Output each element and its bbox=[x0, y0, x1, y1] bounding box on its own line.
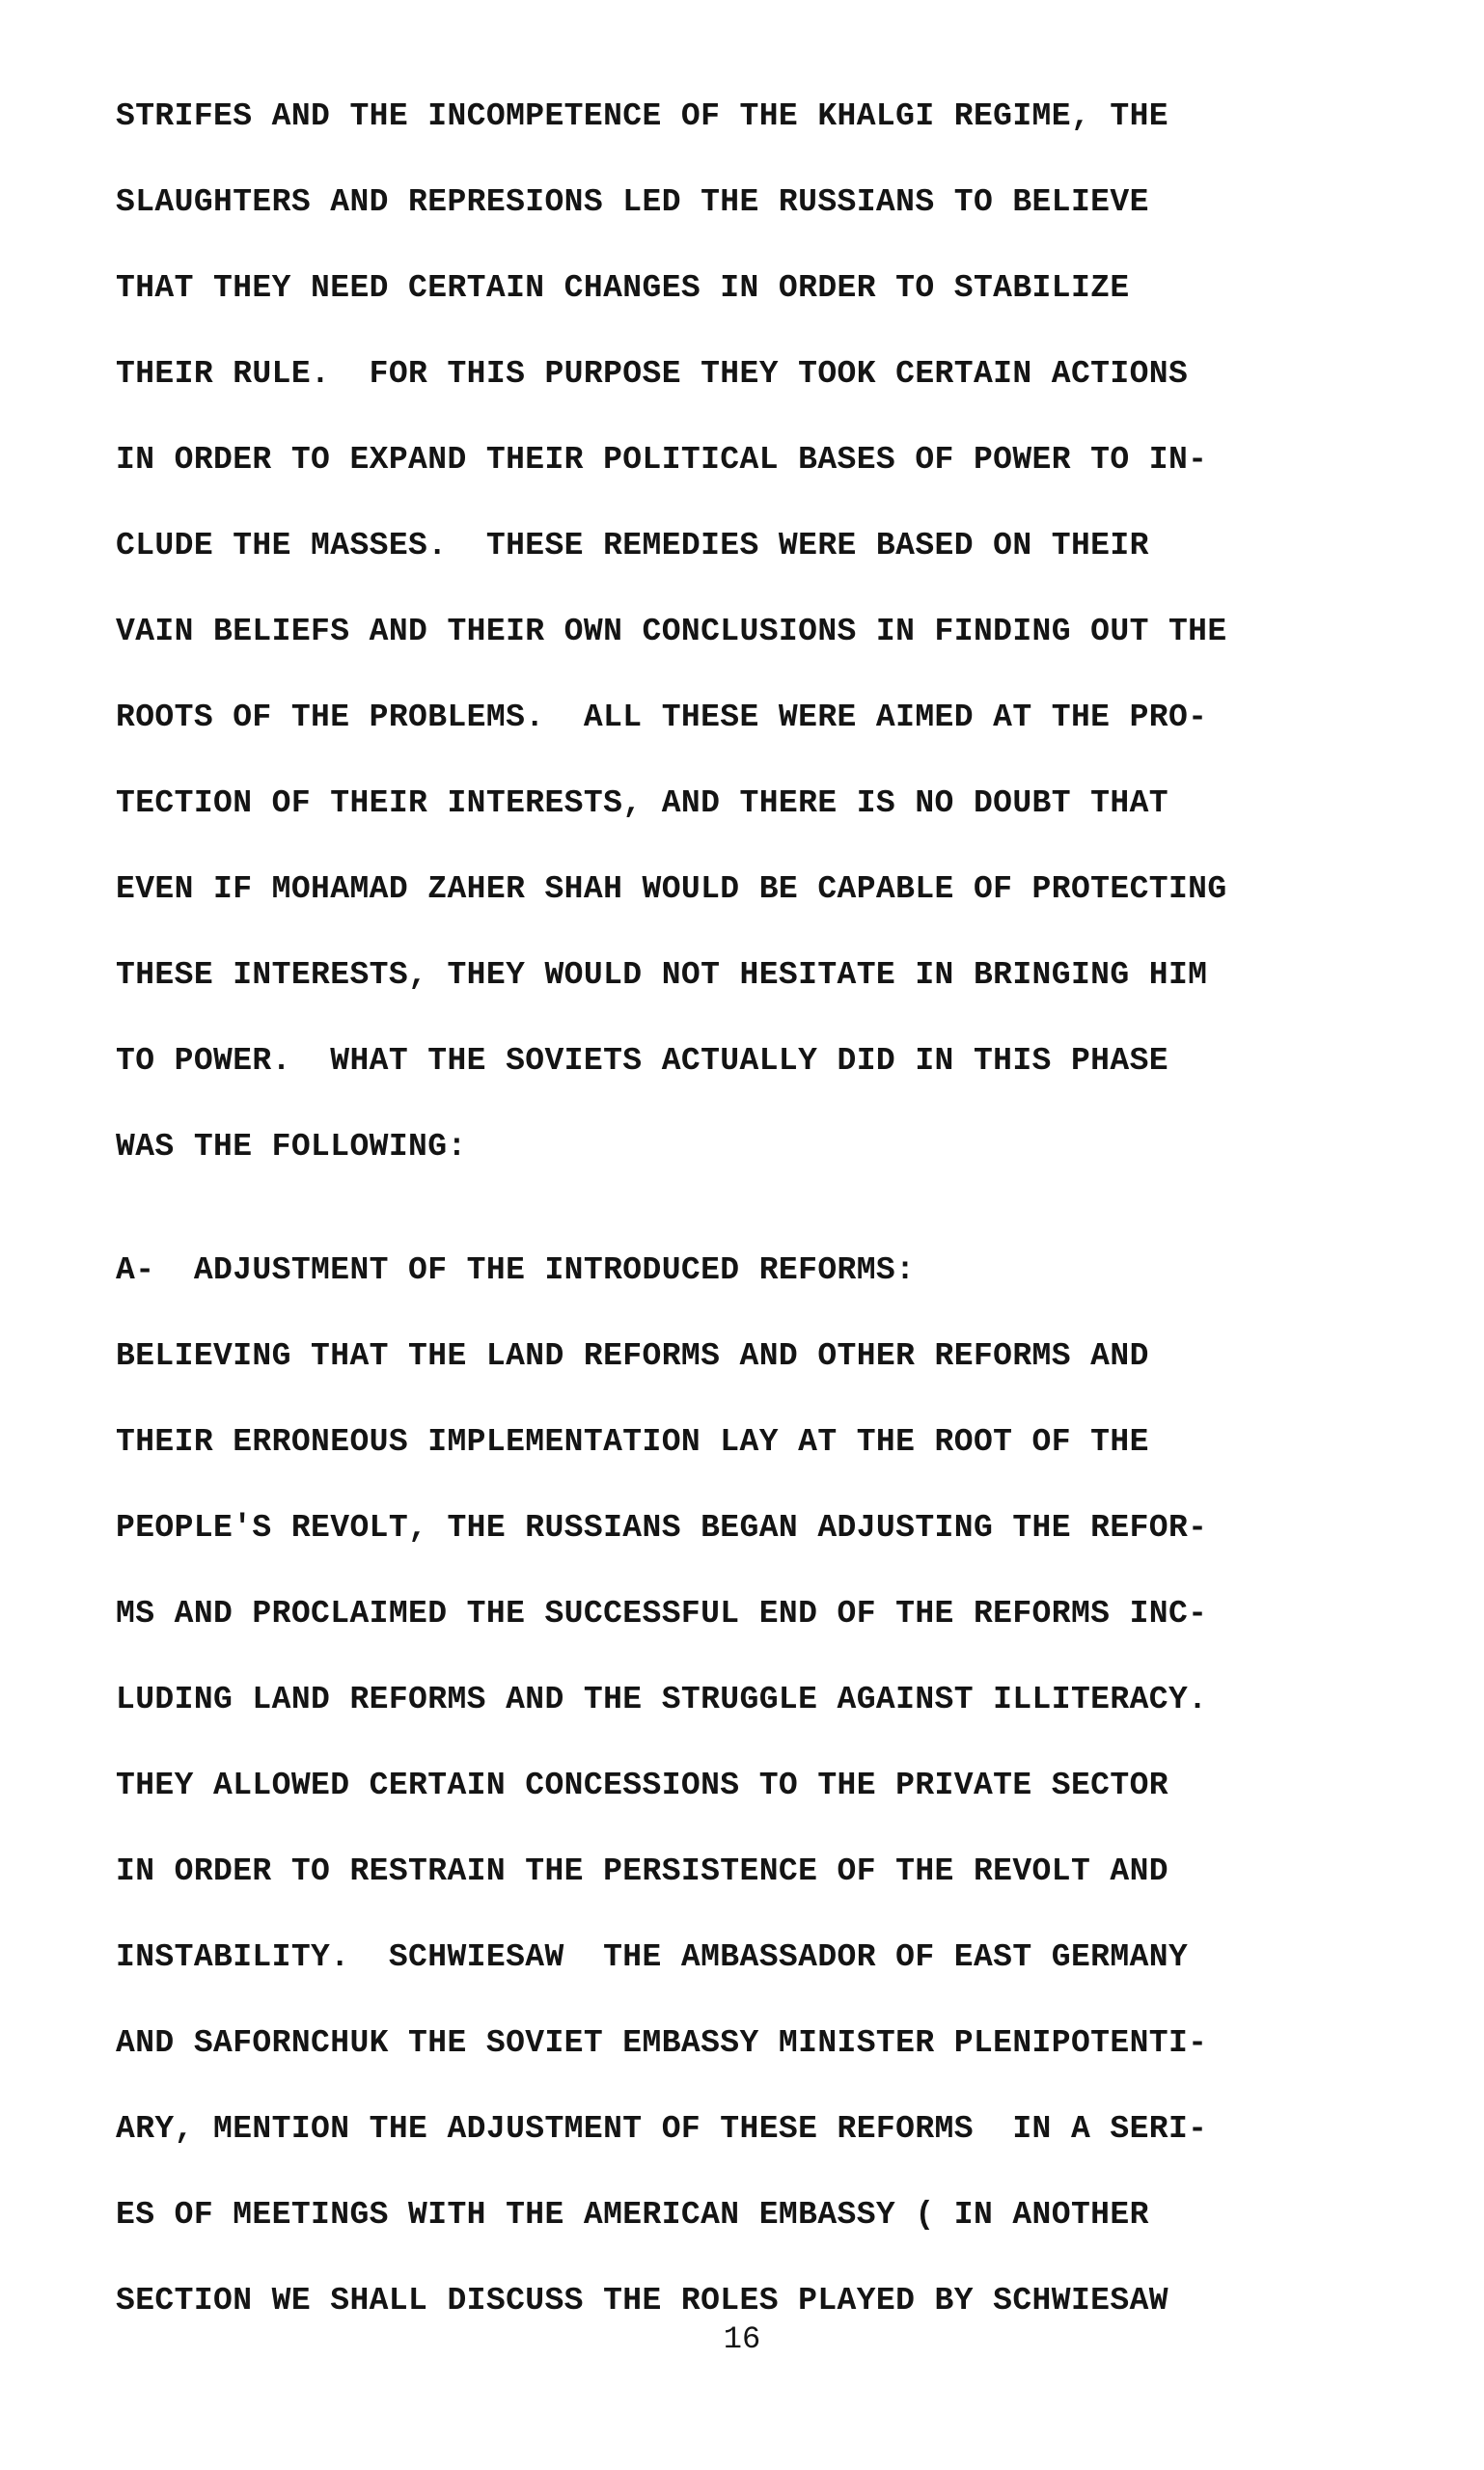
text-line: LUDING LAND REFORMS AND THE STRUGGLE AGAINST ILLITERACY. bbox=[116, 1682, 1208, 1717]
section-heading: A- ADJUSTMENT OF THE INTRODUCED REFORMS: bbox=[116, 1252, 916, 1288]
text-line: EVEN IF MOHAMAD ZAHER SHAH WOULD BE CAPABLE OF PROTECTING bbox=[116, 871, 1227, 907]
text-line: ES OF MEETINGS WITH THE AMERICAN EMBASSY ( IN ANOTHER bbox=[116, 2197, 1149, 2233]
text-line: TECTION OF THEIR INTERESTS, AND THERE IS NO DOUBT THAT bbox=[116, 785, 1168, 821]
text-line: IN ORDER TO RESTRAIN THE PERSISTENCE OF THE REVOLT AND bbox=[116, 1853, 1168, 1889]
text-line: ARY, MENTION THE ADJUSTMENT OF THESE REFORMS IN A SERI- bbox=[116, 2111, 1208, 2147]
text-line: BELIEVING THAT THE LAND REFORMS AND OTHER REFORMS AND bbox=[116, 1338, 1149, 1374]
text-line: THAT THEY NEED CERTAIN CHANGES IN ORDER TO STABILIZE bbox=[116, 270, 1130, 306]
text-line: ROOTS OF THE PROBLEMS. ALL THESE WERE AIMED AT THE PRO- bbox=[116, 700, 1208, 735]
text-line: CLUDE THE MASSES. THESE REMEDIES WERE BASED ON THEIR bbox=[116, 528, 1149, 563]
text-line: THEY ALLOWED CERTAIN CONCESSIONS TO THE PRIVATE SECTOR bbox=[116, 1768, 1168, 1803]
text-line: INSTABILITY. SCHWIESAW THE AMBASSADOR OF EAST GERMANY bbox=[116, 1939, 1189, 1975]
text-line: SLAUGHTERS AND REPRESIONS LED THE RUSSIANS TO BELIEVE bbox=[116, 184, 1149, 220]
text-line: IN ORDER TO EXPAND THEIR POLITICAL BASES OF POWER TO IN- bbox=[116, 442, 1208, 478]
text-line: MS AND PROCLAIMED THE SUCCESSFUL END OF THE REFORMS INC- bbox=[116, 1596, 1208, 1632]
text-line: WAS THE FOLLOWING: bbox=[116, 1129, 467, 1165]
paragraph-intro bbox=[116, 73, 1409, 1190]
text-line: VAIN BELIEFS AND THEIR OWN CONCLUSIONS IN FINDING OUT THE bbox=[116, 614, 1227, 649]
text-line: THEIR RULE. FOR THIS PURPOSE THEY TOOK CERTAIN ACTIONS bbox=[116, 356, 1189, 392]
text-line: TO POWER. WHAT THE SOVIETS ACTUALLY DID IN THIS PHASE bbox=[116, 1043, 1168, 1079]
paragraph-reforms bbox=[116, 1227, 1409, 2344]
text-line: THESE INTERESTS, THEY WOULD NOT HESITATE IN BRINGING HIM bbox=[116, 957, 1208, 993]
text-line: STRIFES AND THE INCOMPETENCE OF THE KHALGI REGIME, THE bbox=[116, 98, 1168, 134]
text-line: AND SAFORNCHUK THE SOVIET EMBASSY MINISTER PLENIPOTENTI- bbox=[116, 2025, 1208, 2061]
text-line: SECTION WE SHALL DISCUSS THE ROLES PLAYED BY SCHWIESAW bbox=[116, 2283, 1168, 2319]
text-line: THEIR ERRONEOUS IMPLEMENTATION LAY AT THE ROOT OF THE bbox=[116, 1424, 1149, 1460]
page-number: 16 bbox=[723, 2321, 761, 2357]
text-line: PEOPLE'S REVOLT, THE RUSSIANS BEGAN ADJUSTING THE REFOR- bbox=[116, 1510, 1208, 1546]
